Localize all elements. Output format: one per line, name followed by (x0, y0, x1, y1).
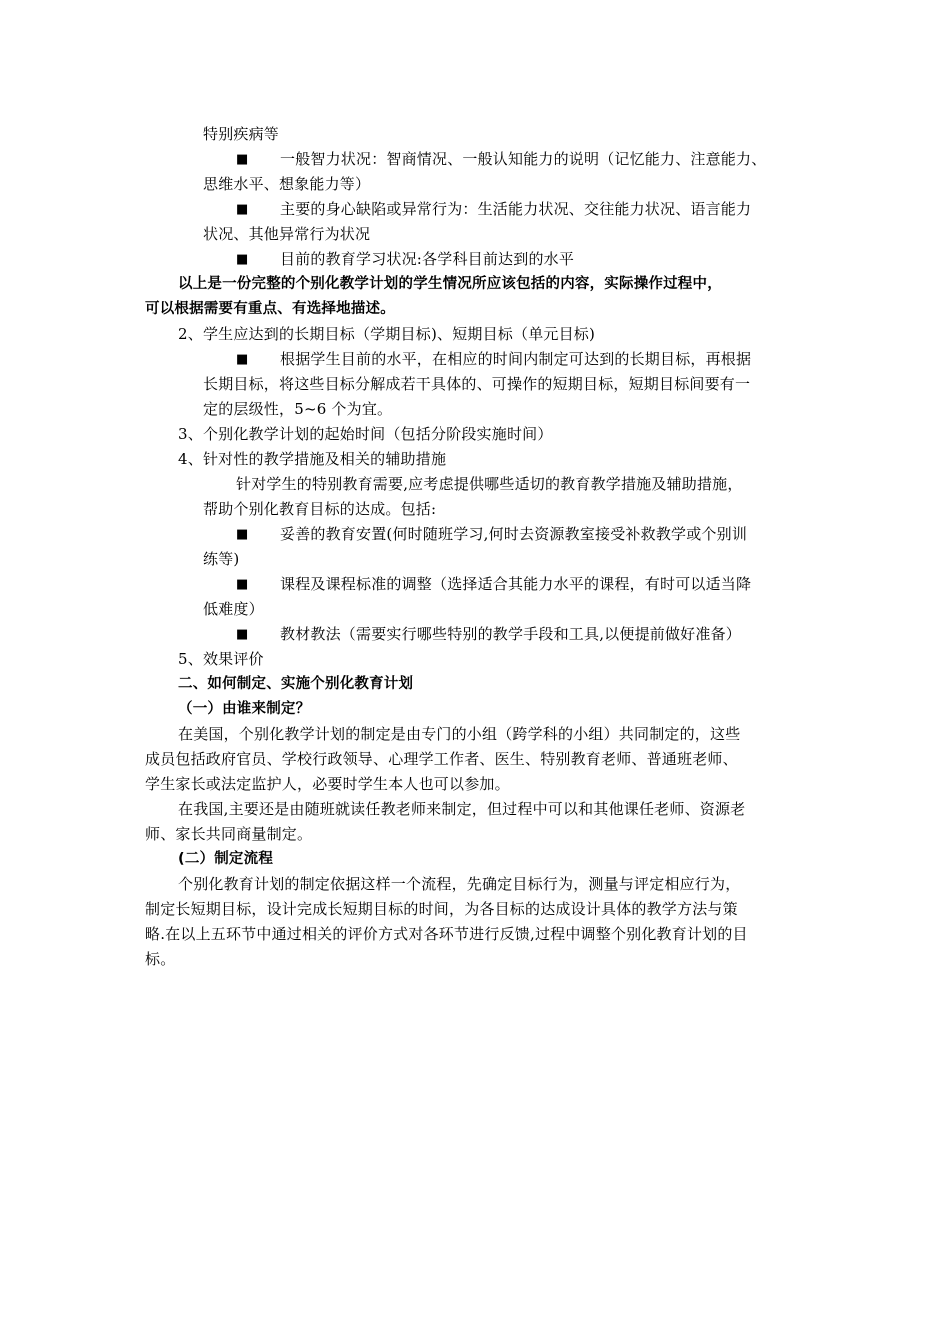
text-line: 低难度） (203, 600, 264, 618)
bullet-text-line: 教材教法（需要实行哪些特别的教学手段和工具,以便提前做好准备） (280, 625, 741, 643)
paragraph-line: 师、家长共同商量制定。 (145, 825, 313, 843)
paragraph-line: 学生家长或法定监护人，必要时学生本人也可以参加。 (145, 775, 510, 793)
bullet-text-line: 课程及课程标准的调整（选择适合其能力水平的课程，有时可以适当降 (280, 575, 752, 593)
text-line: 长期目标，将这些目标分解成若干具体的、可操作的短期目标，短期目标间要有一 (203, 375, 751, 393)
text-line: 特别疾病等 (203, 125, 280, 143)
text-line: 状况、其他异常行为状况 (203, 225, 371, 243)
paragraph-line: 制定长短期目标，设计完成长短期目标的时间，为各目标的达成设计具体的教学方法与策 (145, 900, 738, 918)
section-item-4: 4、针对性的教学措施及相关的辅助措施 (178, 450, 447, 468)
text-line: 练等) (203, 550, 240, 568)
bullet-square-icon: ■ (236, 252, 249, 267)
section-item-3: 3、个别化教学计划的起始时间（包括分阶段实施时间） (178, 425, 553, 443)
text-line: 针对学生的特别教育需要,应考虑提供哪些适切的教育教学措施及辅助措施， (236, 475, 743, 493)
paragraph-line: 成员包括政府官员、学校行政领导、心理学工作者、医生、特别教育老师、普通班老师、 (145, 750, 738, 768)
bullet-square-icon: ■ (236, 352, 249, 367)
subsection-heading: （一）由谁来制定？ (178, 701, 311, 717)
paragraph-line: 略.在以上五环节中通过相关的评价方式对各环节进行反馈,过程中调整个别化教育计划的目 (145, 925, 748, 943)
paragraph-line: 个别化教育计划的制定依据这样一个流程，先确定目标行为，测量与评定相应行为， (178, 875, 741, 893)
bold-note-line: 以上是一份完整的个别化教学计划的学生情况所应该包括的内容，实际操作过程中， (178, 276, 722, 292)
bullet-square-icon: ■ (236, 627, 249, 642)
bold-note-line: 可以根据需要有重点、有选择地描述。 (145, 301, 395, 317)
bullet-square-icon: ■ (236, 202, 249, 217)
text-line: 定的层级性，5~6 个为宜。 (203, 400, 393, 418)
section-heading: 二、如何制定、实施个别化教育计划 (178, 676, 414, 692)
paragraph-line: 标。 (145, 950, 176, 968)
text-line: 思维水平、想象能力等） (203, 175, 371, 193)
paragraph-line: 在美国，个别化教学计划的制定是由专门的小组（跨学科的小组）共同制定的，这些 (178, 725, 741, 743)
bullet-text-line: 妥善的教育安置(何时随班学习,何时去资源教室接受补救教学或个别训 (280, 525, 748, 543)
bullet-square-icon: ■ (236, 577, 249, 592)
text-line: 帮助个别化教育目标的达成。包括: (203, 500, 437, 518)
bullet-text-line: 目前的教育学习状况:各学科目前达到的水平 (280, 250, 575, 268)
section-item-5: 5、效果评价 (178, 650, 264, 668)
bullet-text-line: 一般智力状况：智商情况、一般认知能力的说明（记忆能力、注意能力、 (280, 150, 767, 168)
bullet-square-icon: ■ (236, 152, 249, 167)
section-item-2: 2、学生应达到的长期目标（学期目标)、短期目标（单元目标) (178, 325, 596, 343)
bullet-text-line: 主要的身心缺陷或异常行为：生活能力状况、交往能力状况、语言能力 (280, 200, 752, 218)
bullet-text-line: 根据学生目前的水平，在相应的时间内制定可达到的长期目标，再根据 (280, 350, 752, 368)
paragraph-line: 在我国,主要还是由随班就读任教老师来制定，但过程中可以和其他课任老师、资源老 (178, 800, 746, 818)
subsection-heading: (二）制定流程 (178, 851, 274, 867)
bullet-square-icon: ■ (236, 527, 249, 542)
